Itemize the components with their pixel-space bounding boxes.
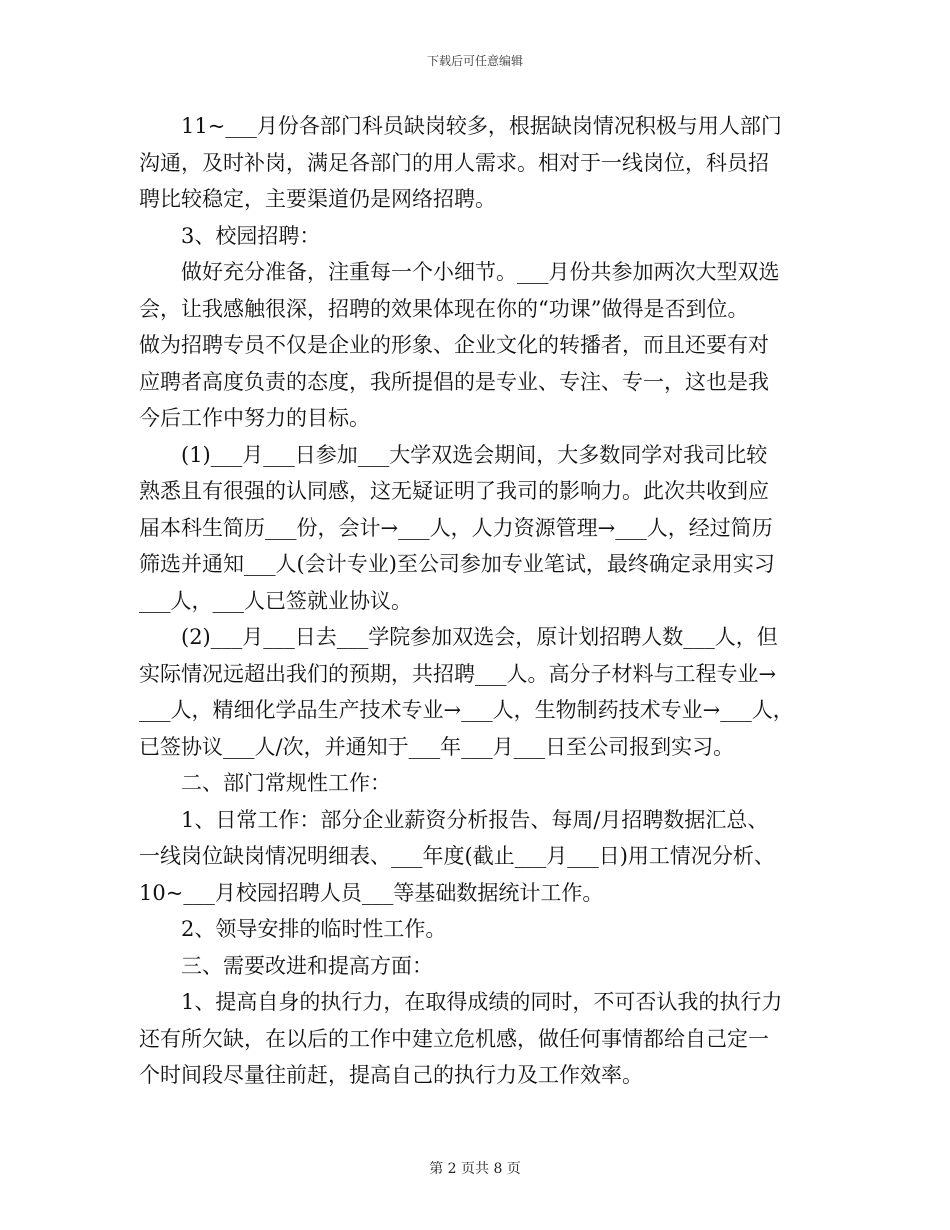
text-line: 筛选并通知___人(会计专业)至公司参加专业笔试，最终确定录用实习: [139, 552, 775, 576]
text-line: 做好充分准备，注重每一个小细节。___月份共参加两次大型双选: [139, 260, 780, 284]
text-line: 2、领导安排的临时性工作。: [139, 917, 447, 941]
text-line: 聘比较稳定，主要渠道仍是网络招聘。: [139, 187, 496, 211]
section-heading: 二、部门常规性工作：: [139, 771, 391, 795]
text-line: 熟悉且有很强的认同感，这无疑证明了我司的影响力。此次共收到应: [139, 479, 769, 503]
document-body: [139, 108, 819, 1094]
text-line: 已签协议___人/次，并通知于___年___月___日至公司报到实习。: [139, 734, 735, 759]
text-line: ___人，精细化学品生产技术专业→___人，生物制药技术专业→___人，: [139, 698, 794, 722]
text-line: 11~___月份各部门科员缺岗较多，根据缺岗情况积极与用人部门: [139, 114, 782, 138]
text-line: (1)___月___日参加___大学双选会期间，大多数同学对我司比较: [139, 442, 768, 467]
text-line: 应聘者高度负责的态度，我所提倡的是专业、专注、专一，这也是我: [139, 369, 769, 394]
text-line: 一线岗位缺岗情况明细表、___年度(截止___月___日)用工情况分析、: [139, 844, 775, 868]
page-header: 下载后可任意编辑: [426, 54, 523, 68]
text-line: 1、提高自身的执行力，在取得成绩的同时，不可否认我的执行力: [139, 990, 783, 1014]
text-line: ___人，___人已签就业协议。: [139, 588, 412, 613]
text-line: 沟通，及时补岗，满足各部门的用人需求。相对于一线岗位，科员招: [139, 150, 769, 175]
text-line: 届本科生简历___份，会计→___人，人力资源管理→___人，经过简历: [139, 515, 773, 540]
section-heading: 3、校园招聘：: [139, 223, 321, 248]
section-heading: 三、需要改进和提高方面：: [139, 953, 433, 978]
text-line: 做为招聘专员不仅是企业的形象、企业文化的转播者，而且还要有对: [139, 333, 769, 357]
page-number: 第 2 页共 8 页: [429, 1161, 521, 1177]
text-line: 还有所欠缺，在以后的工作中建立危机感，做任何事情都给自己定一: [139, 1026, 769, 1051]
text-line: 个时间段尽量往前赶，提高自己的执行力及工作效率。: [139, 1063, 643, 1087]
text-line: 今后工作中努力的目标。: [139, 406, 370, 430]
text-line: 10~___月校园招聘人员___等基础数据统计工作。: [139, 880, 604, 905]
text-line: 实际情况远超出我们的预期，共招聘___人。高分子材料与工程专业→: [139, 661, 777, 686]
text-line: (2)___月___日去___学院参加双选会，原计划招聘人数___人，但: [139, 625, 778, 649]
text-line: 会，让我感触很深，招聘的效果体现在你的“功课”做得是否到位。: [139, 296, 749, 321]
text-line: 1、日常工作：部分企业薪资分析报告、每周/月招聘数据汇总、: [139, 807, 769, 832]
